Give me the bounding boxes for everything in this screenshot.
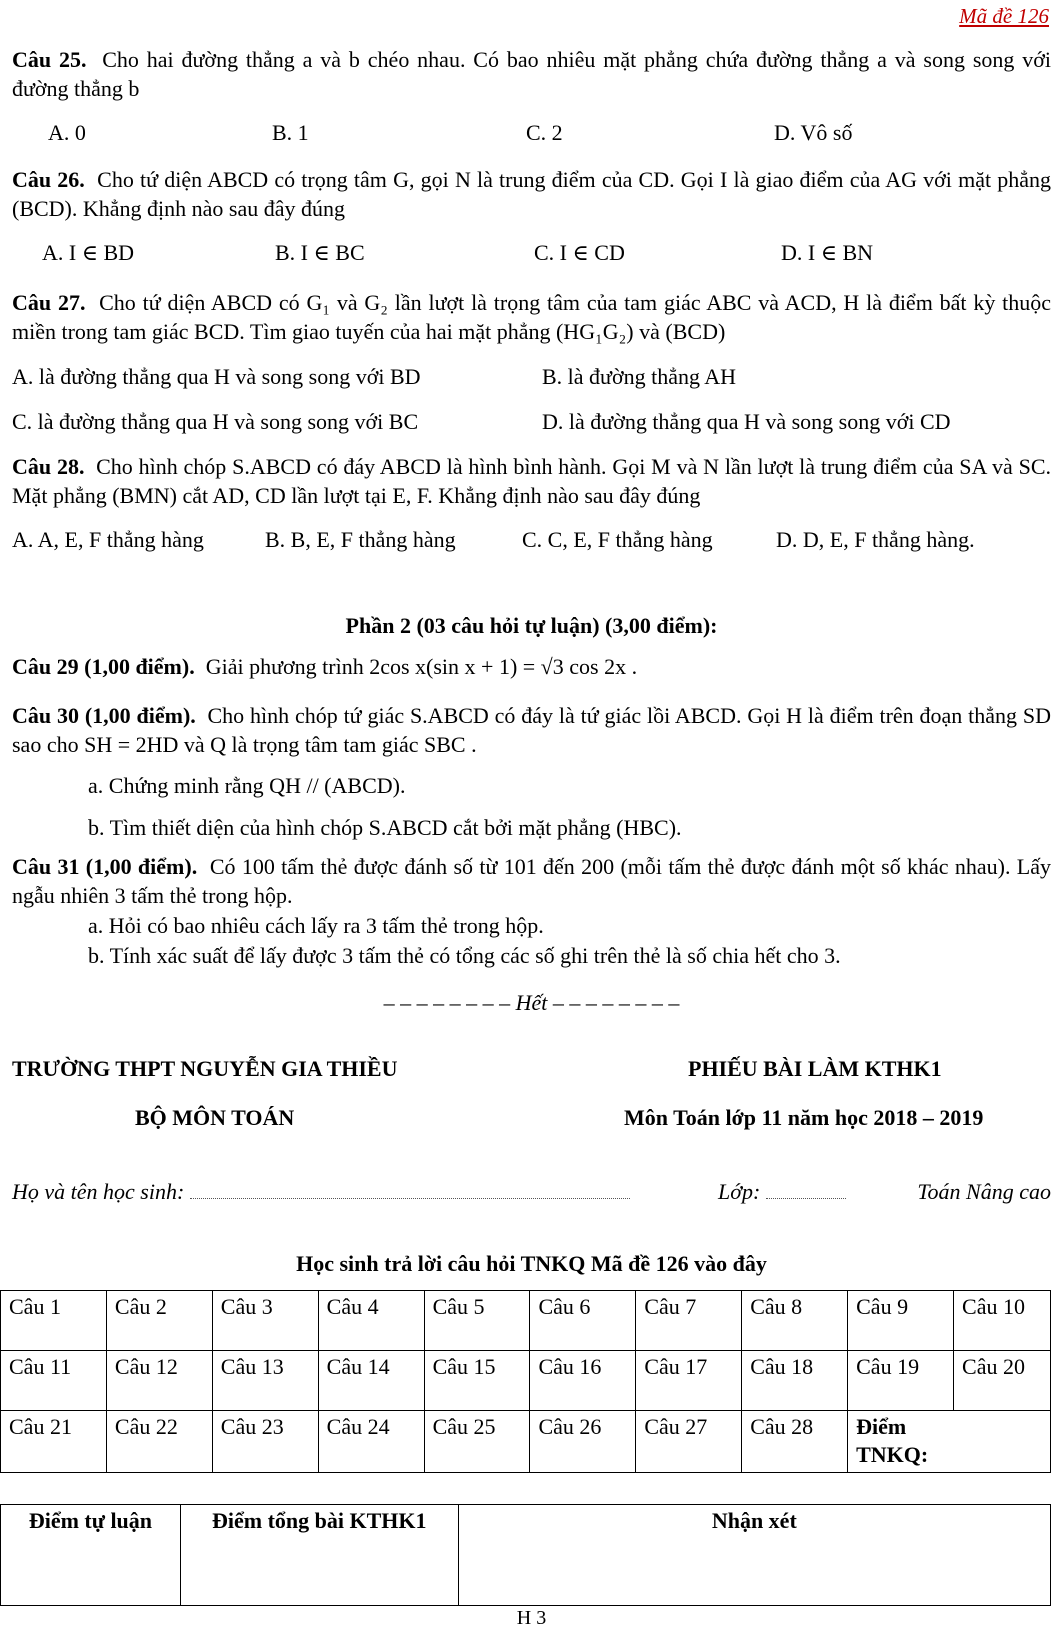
question-31-b: b. Tính xác suất để lấy được 3 tấm thẻ có tổng các số ghi trên thẻ là số chia hết cho 3.	[88, 943, 841, 968]
answer-cell[interactable]: Câu 14	[318, 1351, 424, 1411]
answer-cell[interactable]: Câu 6	[530, 1291, 636, 1351]
question-28	[12, 452, 1051, 510]
class-row	[718, 1177, 846, 1206]
answer-cell[interactable]: Câu 18	[742, 1351, 848, 1411]
answer-instruction: Học sinh trả lời câu hỏi TNKQ Mã đề 126 vào đây	[296, 1251, 767, 1276]
question-label: Câu 30 (1,00 điểm).	[12, 703, 196, 728]
answer-cell[interactable]: Câu 24	[318, 1411, 424, 1473]
question-30-a: a. Chứng minh rằng QH // (ABCD).	[88, 773, 406, 798]
question-31	[12, 852, 1051, 910]
option-d: D. Vô số	[774, 120, 853, 145]
question-text: Cho tứ diện ABCD có trọng tâm G, gọi N là trung điểm của CD. Gọi I là giao điểm của AG với mặt phẳng (BCD). Khẳng định nào sau đây đúng	[12, 167, 1052, 221]
answer-row-2	[1, 1351, 1051, 1411]
class-label: Lớp:	[718, 1179, 761, 1204]
comment-cell[interactable]: Nhận xét	[458, 1505, 1050, 1606]
option-b: B. I ∈ BC	[275, 240, 365, 265]
answer-cell[interactable]: Câu 16	[530, 1351, 636, 1411]
option-c: C. là đường thẳng qua H và song song với BC	[12, 409, 419, 434]
end-marker: – – – – – – – – Hết – – – – – – – –	[383, 990, 680, 1015]
answer-cell[interactable]: Câu 2	[106, 1291, 212, 1351]
sheet-title: PHIẾU BÀI LÀM KTHK1	[688, 1056, 942, 1081]
answer-cell[interactable]: Câu 26	[530, 1411, 636, 1473]
question-27	[12, 288, 1051, 346]
question-label: Câu 31 (1,00 điểm).	[12, 854, 198, 879]
option-d: D. là đường thẳng qua H và song song với CD	[542, 409, 951, 434]
answer-cell[interactable]: Câu 3	[212, 1291, 318, 1351]
question-text: Cho tứ diện ABCD có G₁ và G₂ lần lượt là trọng tâm của tam giác ABC và ACD, H là điểm bất kỳ thuộc miền trong tam giác BCD. Tìm giao tuyến của hai mặt phẳng (HG₁G₂) và (BCD)	[12, 290, 1052, 344]
track-label: Toán Nâng cao	[917, 1179, 1051, 1204]
answer-cell[interactable]: Câu 8	[742, 1291, 848, 1351]
student-name-label: Họ và tên học sinh:	[12, 1179, 185, 1204]
question-label: Câu 28.	[12, 454, 85, 479]
answer-cell[interactable]: Câu 9	[848, 1291, 954, 1351]
option-b: B. là đường thẳng AH	[542, 364, 737, 389]
answer-grid	[0, 1290, 1051, 1473]
option-b: B. B, E, F thẳng hàng	[265, 527, 456, 552]
question-26-options	[12, 238, 1051, 268]
question-31-a: a. Hỏi có bao nhiêu cách lấy ra 3 tấm thẻ trong hộp.	[88, 913, 544, 938]
page-footer: H 3	[516, 1607, 547, 1629]
question-text: Cho hai đường thẳng a và b chéo nhau. Có bao nhiêu mặt phẳng chứa đường thẳng a và song song với đường thẳng b	[12, 47, 1052, 101]
question-26	[12, 165, 1051, 223]
question-label: Câu 26.	[12, 167, 85, 192]
answer-cell[interactable]: Câu 22	[106, 1411, 212, 1473]
subject-year: Môn Toán lớp 11 năm học 2018 – 2019	[624, 1105, 984, 1130]
answer-cell[interactable]: Câu 27	[636, 1411, 742, 1473]
answer-cell[interactable]: Câu 15	[424, 1351, 530, 1411]
answer-cell[interactable]: Câu 21	[1, 1411, 107, 1473]
answer-cell[interactable]: Câu 23	[212, 1411, 318, 1473]
school-name: TRƯỜNG THPT NGUYỄN GIA THIỀU	[12, 1056, 398, 1081]
answer-cell[interactable]: Câu 12	[106, 1351, 212, 1411]
total-score-cell[interactable]: Điểm tổng bài KTHK1	[180, 1505, 458, 1606]
question-label: Câu 25.	[12, 47, 87, 72]
answer-cell[interactable]: Câu 28	[742, 1411, 848, 1473]
option-c: C. I ∈ CD	[534, 240, 625, 265]
answer-cell[interactable]: Câu 25	[424, 1411, 530, 1473]
department: BỘ MÔN TOÁN	[135, 1105, 295, 1130]
answer-cell[interactable]: Câu 17	[636, 1351, 742, 1411]
question-text: Giải phương trình 2cos x(sin x + 1) = √3 cos 2x .	[205, 654, 638, 679]
class-field[interactable]	[766, 1179, 846, 1199]
exam-code: Mã đề 126	[959, 4, 1049, 28]
option-d: D. I ∈ BN	[781, 240, 874, 265]
essay-score-cell[interactable]: Điểm tự luận	[1, 1505, 181, 1606]
option-a: A. 0	[48, 120, 86, 145]
student-name-field[interactable]	[190, 1179, 630, 1199]
option-a: A. A, E, F thẳng hàng	[12, 527, 204, 552]
answer-row-1	[1, 1291, 1051, 1351]
answer-cell[interactable]: Câu 7	[636, 1291, 742, 1351]
score-row	[1, 1505, 1051, 1606]
answer-cell[interactable]: Câu 20	[954, 1351, 1051, 1411]
question-25-options	[12, 118, 1051, 148]
question-29	[12, 652, 1051, 681]
answer-cell[interactable]: Câu 4	[318, 1291, 424, 1351]
score-tnkq-label: Điểm TNKQ:	[856, 1414, 929, 1467]
question-label: Câu 29 (1,00 điểm).	[12, 654, 195, 679]
question-text: Cho hình chóp tứ giác S.ABCD có đáy là tứ giác lồi ABCD. Gọi H là điểm trên đoạn thẳng SD sao cho SH = 2HD và Q là trọng tâm tam giác SBC .	[12, 703, 1051, 757]
answer-cell[interactable]: Câu 11	[1, 1351, 107, 1411]
option-d: D. D, E, F thẳng hàng.	[776, 527, 975, 552]
question-label: Câu 27.	[12, 290, 86, 315]
exam-page	[9, 0, 1052, 1636]
option-a: A. I ∈ BD	[42, 240, 135, 265]
option-a: A. là đường thẳng qua H và song song với BD	[12, 364, 421, 389]
answer-cell[interactable]: Câu 1	[1, 1291, 107, 1351]
option-b: B. 1	[272, 120, 309, 145]
question-30-b: b. Tìm thiết diện của hình chóp S.ABCD cắt bởi mặt phẳng (HBC).	[88, 815, 682, 840]
answer-cell[interactable]: Câu 10	[954, 1291, 1051, 1351]
question-30	[12, 701, 1051, 759]
question-28-options	[12, 525, 1051, 555]
question-text: Cho hình chóp S.ABCD có đáy ABCD là hình bình hành. Gọi M và N lần lượt là trung điểm của SA và SC. Mặt phẳng (BMN) cắt AD, CD lần lượt tại E, F. Khẳng định nào sau đây đúng	[12, 454, 1052, 508]
answer-cell[interactable]: Câu 13	[212, 1351, 318, 1411]
question-text: Có 100 tấm thẻ được đánh số từ 101 đến 200 (mỗi tấm thẻ được đánh một số khác nhau). Lấy ngẫu nhiên 3 tấm thẻ trong hộp.	[12, 854, 1051, 908]
score-table	[0, 1504, 1051, 1606]
option-c: C. 2	[526, 120, 563, 145]
question-27-options-2	[12, 407, 1051, 437]
score-tnkq-cell	[848, 1411, 1051, 1473]
question-25	[12, 45, 1051, 103]
option-c: C. C, E, F thẳng hàng	[522, 527, 713, 552]
question-27-options-1	[12, 362, 1051, 392]
part2-title: Phần 2 (03 câu hỏi tự luận) (3,00 điểm):	[345, 613, 718, 638]
answer-row-3	[1, 1411, 1051, 1473]
student-name-row	[12, 1177, 630, 1206]
answer-cell[interactable]: Câu 5	[424, 1291, 530, 1351]
answer-cell[interactable]: Câu 19	[848, 1351, 954, 1411]
